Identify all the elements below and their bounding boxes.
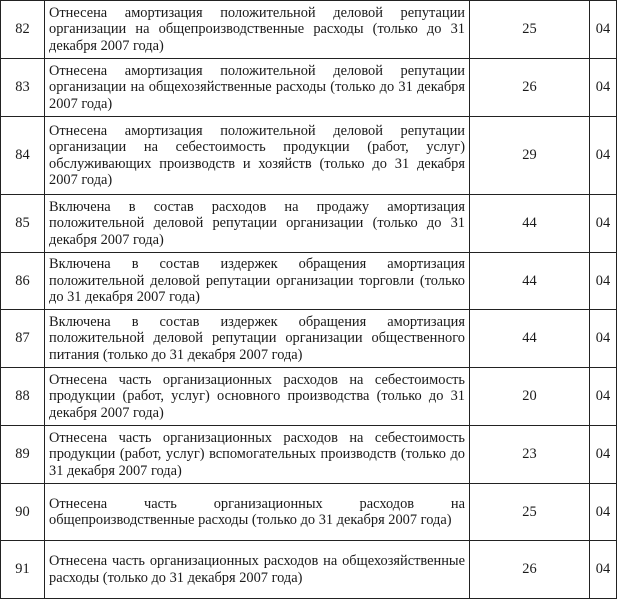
credit-account: 04 — [590, 195, 617, 253]
row-number: 87 — [1, 310, 45, 368]
table-row — [1, 484, 617, 541]
row-number: 88 — [1, 368, 45, 426]
operation-description: Включена в состав издержек обращения амортизация положительной деловой репутации организации торговли (только до 31 декабря 2007 года) — [45, 253, 470, 310]
operation-description: Отнесена часть организационных расходов на себестоимость продукции (работ, услуг) вспомогательных производств (только до 31 декабря 2007 года) — [45, 426, 470, 484]
debit-account: 44 — [470, 310, 590, 368]
debit-account: 26 — [470, 59, 590, 117]
debit-account: 23 — [470, 426, 590, 484]
row-number: 83 — [1, 59, 45, 117]
row-number: 90 — [1, 484, 45, 541]
credit-account: 04 — [590, 484, 617, 541]
credit-account: 04 — [590, 117, 617, 195]
operation-description: Отнесена часть организационных расходов на себестоимость продукции (работ, услуг) основного производства (только до 31 декабря 2007 года) — [45, 368, 470, 426]
credit-account: 04 — [590, 253, 617, 310]
row-number: 89 — [1, 426, 45, 484]
credit-account: 04 — [590, 59, 617, 117]
row-number: 91 — [1, 541, 45, 599]
credit-account: 04 — [590, 1, 617, 59]
operation-description: Отнесена амортизация положительной деловой репутации организации на общепроизводственные расходы (только до 31 декабря 2007 года) — [45, 1, 470, 59]
operation-description: Отнесена амортизация положительной деловой репутации организации на себестоимость продукции (работ, услуг) обслуживающих производств и хозяйств (только до 31 декабря 2007 года) — [45, 117, 470, 195]
debit-account: 25 — [470, 1, 590, 59]
row-number: 86 — [1, 253, 45, 310]
debit-account: 26 — [470, 541, 590, 599]
table-row — [1, 310, 617, 368]
row-number: 82 — [1, 1, 45, 59]
debit-account: 29 — [470, 117, 590, 195]
credit-account: 04 — [590, 541, 617, 599]
row-number: 85 — [1, 195, 45, 253]
table-body — [1, 1, 617, 599]
row-number: 84 — [1, 117, 45, 195]
operation-description: Включена в состав издержек обращения амортизация положительной деловой репутации организации общественного питания (только до 31 декабря 2007 года) — [45, 310, 470, 368]
operation-description: Отнесена часть организационных расходов на общехозяйственные расходы (только до 31 декабря 2007 года) — [45, 541, 470, 599]
debit-account: 44 — [470, 195, 590, 253]
debit-account: 25 — [470, 484, 590, 541]
credit-account: 04 — [590, 310, 617, 368]
credit-account: 04 — [590, 368, 617, 426]
debit-account: 44 — [470, 253, 590, 310]
credit-account: 04 — [590, 426, 617, 484]
table-row — [1, 195, 617, 253]
table-row — [1, 541, 617, 599]
debit-account: 20 — [470, 368, 590, 426]
operation-description: Отнесена амортизация положительной деловой репутации организации на общехозяйственные расходы (только до 31 декабря 2007 года) — [45, 59, 470, 117]
table-row — [1, 368, 617, 426]
table-row — [1, 1, 617, 59]
operation-description: Включена в состав расходов на продажу амортизация положительной деловой репутации организации (только до 31 декабря 2007 года) — [45, 195, 470, 253]
table-row — [1, 253, 617, 310]
table-row — [1, 117, 617, 195]
operation-description: Отнесена часть организационных расходов на общепроизводственные расходы (только до 31 декабря 2007 года) — [45, 484, 470, 541]
table-row — [1, 59, 617, 117]
table-row — [1, 426, 617, 484]
